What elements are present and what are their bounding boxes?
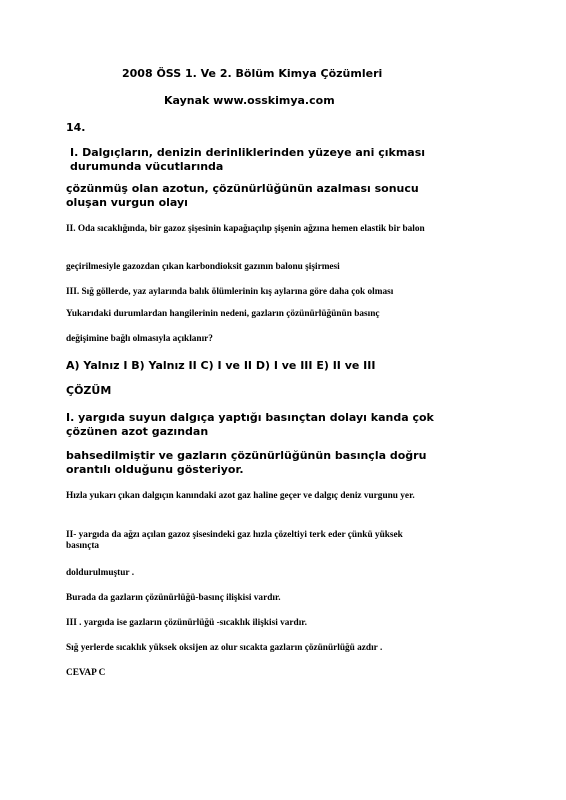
solution-heading: ÇÖZÜM xyxy=(66,384,112,397)
statement-3a: III. Sığ göllerde, yaz aylarında balık ölümlerinin kış aylarına göre daha çok olması xyxy=(66,287,394,297)
statement-2b: geçirilmesiyle gazozdan çıkan karbondioksit gazının balonu şişirmesi xyxy=(66,262,340,272)
question-prompt-a: Yukarıdaki durumlardan hangilerinin nedeni, gazların çözünürlüğünün basınç xyxy=(66,309,380,319)
solution-p4: Burada da gazların çözünürlüğü-basınç ilişkisi vardır. xyxy=(66,593,281,603)
solution-p6: Sığ yerlerde sıcaklık yüksek oksijen az olur sıcakta gazların çözünürlüğü azdır . xyxy=(66,643,383,653)
solution-p3b: doldurulmuştur . xyxy=(66,568,135,578)
solution-p2: Hızla yukarı çıkan dalgıçın kanındaki azot gaz haline geçer ve dalgıç deniz vurgunu yer. xyxy=(66,491,415,501)
question-number: 14. xyxy=(66,121,86,134)
solution-p5: III . yargıda ise gazların çözünürlüğü -sıcaklık ilişkisi vardır. xyxy=(66,618,307,628)
answer-options: A) Yalnız I B) Yalnız II C) I ve II D) I ve III E) II ve III xyxy=(66,359,376,372)
solution-p1b: bahsedilmiştir ve gazların çözünürlüğünün basınçla doğru orantılı olduğunu gösteriyor. xyxy=(66,449,427,476)
final-answer: CEVAP C xyxy=(66,668,106,678)
question-prompt-b: değişimine bağlı olmasıyla açıklanır? xyxy=(66,334,213,344)
statement-1b: çözünmüş olan azotun, çözünürlüğünün azalması sonucu oluşan vurgun olayı xyxy=(66,182,419,209)
document-title: 2008 ÖSS 1. Ve 2. Bölüm Kimya Çözümleri xyxy=(122,67,383,80)
solution-p3a: II- yargıda da ağzı açılan gazoz şisesindeki gaz hızla çözeltiyi terk eder çünkü yüksek basınçta xyxy=(66,530,403,551)
solution-p1a: I. yargıda suyun dalgıça yaptığı basınçtan dolayı kanda çok çözünen azot gazından xyxy=(66,411,434,438)
statement-1a: I. Dalgıçların, denizin derinliklerinden yüzeye ani çıkması durumunda vücutlarında xyxy=(70,146,426,173)
source-line: Kaynak www.osskimya.com xyxy=(164,94,335,107)
statement-2a: II. Oda sıcaklığında, bir gazoz şişesinin kapağıaçılıp şişenin ağzına hemen elastik bir balon xyxy=(66,224,425,234)
